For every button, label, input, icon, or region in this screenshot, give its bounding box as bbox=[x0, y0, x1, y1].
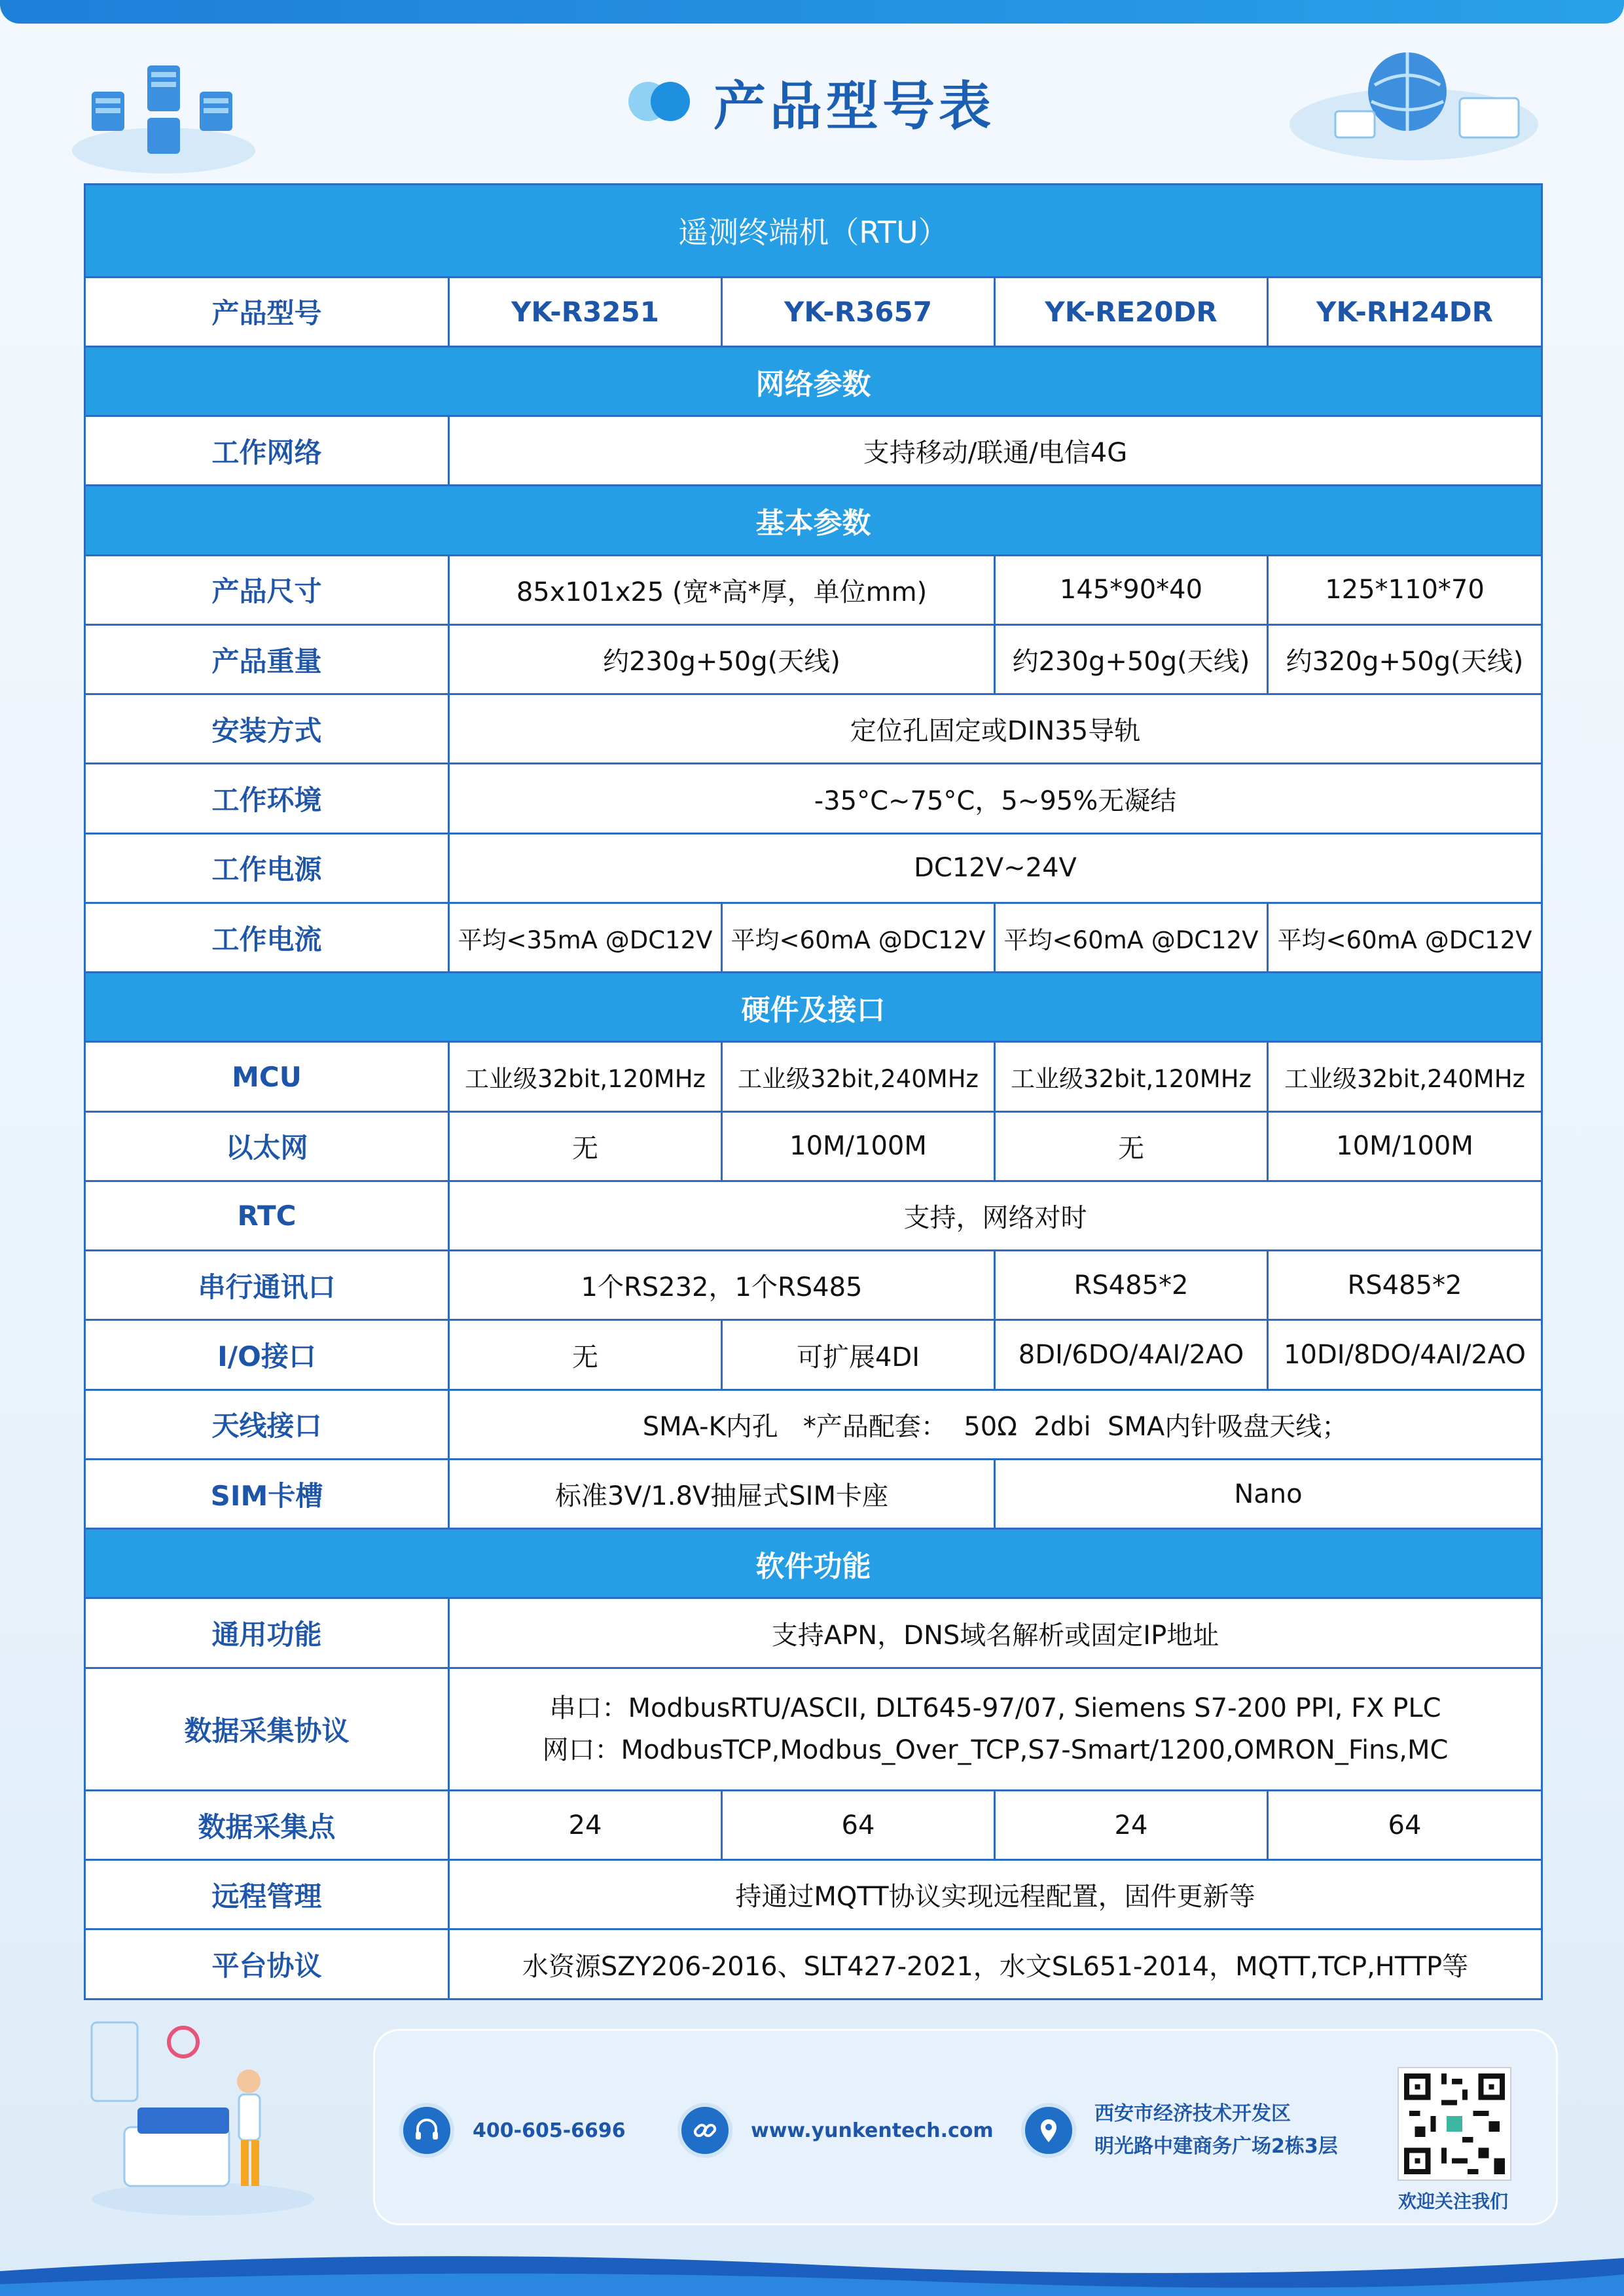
address-line-2: 明光路中建商务广场2栋3层 bbox=[1094, 2135, 1338, 2158]
power-value: DC12V~24V bbox=[449, 833, 1542, 903]
points-value-2: 64 bbox=[722, 1790, 995, 1859]
current-value-4: 平均<60mA @DC12V bbox=[1268, 903, 1542, 972]
section-basic: 基本参数 bbox=[85, 486, 1542, 555]
address-contact bbox=[1021, 2101, 1338, 2160]
weight-value-12: 约230g+50g(天线) bbox=[449, 624, 995, 694]
contact-footer bbox=[373, 2029, 1558, 2225]
size-value-4: 125*110*70 bbox=[1268, 555, 1542, 624]
link-icon bbox=[677, 2103, 732, 2158]
row-label-remote: 远程管理 bbox=[85, 1860, 449, 1929]
row-label-general: 通用功能 bbox=[85, 1598, 449, 1668]
row-label-power: 工作电源 bbox=[85, 833, 449, 903]
address bbox=[1094, 2098, 1338, 2163]
bottom-wave bbox=[0, 2245, 1624, 2296]
io-value-1: 无 bbox=[449, 1320, 722, 1390]
section-hardware: 硬件及接口 bbox=[85, 973, 1542, 1042]
model-label: 产品型号 bbox=[85, 277, 449, 346]
weight-value-4: 约320g+50g(天线) bbox=[1268, 624, 1542, 694]
model-2: YK-R3657 bbox=[722, 277, 995, 346]
row-label-protocol: 数据采集协议 bbox=[85, 1668, 449, 1790]
section-network: 网络参数 bbox=[85, 346, 1542, 416]
protocol-network-line: 网口：ModbusTCP,Modbus_Over_TCP,S7-Smart/1200,OMRON_Fins,MC bbox=[542, 1734, 1449, 1765]
sim-value-12: 标准3V/1.8V抽屉式SIM卡座 bbox=[449, 1459, 995, 1528]
title-circles-icon bbox=[628, 79, 694, 124]
qr-caption: 欢迎关注我们 bbox=[1398, 2191, 1508, 2212]
row-label-environment: 工作环境 bbox=[85, 764, 449, 833]
mcu-value-4: 工业级32bit,240MHz bbox=[1268, 1042, 1542, 1111]
points-value-4: 64 bbox=[1268, 1790, 1542, 1859]
qr-code[interactable] bbox=[1398, 2067, 1511, 2181]
section-software: 软件功能 bbox=[85, 1529, 1542, 1598]
current-value-2: 平均<60mA @DC12V bbox=[722, 903, 995, 972]
io-value-4: 10DI/8DO/4AI/2AO bbox=[1268, 1320, 1542, 1390]
row-label-antenna: 天线接口 bbox=[85, 1390, 449, 1459]
ethernet-value-2: 10M/100M bbox=[722, 1111, 995, 1181]
address-line-1: 西安市经济技术开发区 bbox=[1094, 2102, 1291, 2125]
size-value-12: 85x101x25 (宽*高*厚，单位mm) bbox=[449, 555, 995, 624]
ethernet-value-3: 无 bbox=[995, 1111, 1268, 1181]
current-value-3: 平均<60mA @DC12V bbox=[995, 903, 1268, 972]
sim-value-34: Nano bbox=[995, 1459, 1542, 1528]
row-label-work-network: 工作网络 bbox=[85, 416, 449, 486]
platform-value: 水资源SZY206-2016、SLT427-2021，水文SL651-2014，MQTT,TCP,HTTP等 bbox=[449, 1929, 1542, 2000]
headset-icon bbox=[399, 2103, 454, 2158]
serial-value-4: RS485*2 bbox=[1268, 1251, 1542, 1320]
top-accent-bar bbox=[0, 0, 1624, 24]
antenna-value: SMA-K内孔 *产品配套： 50Ω 2dbi SMA内针吸盘天线； bbox=[449, 1390, 1542, 1459]
row-label-serial: 串行通讯口 bbox=[85, 1251, 449, 1320]
row-label-sim: SIM卡槽 bbox=[85, 1459, 449, 1528]
io-value-2: 可扩展4DI bbox=[722, 1320, 995, 1390]
server-illustration bbox=[65, 52, 262, 177]
model-1: YK-R3251 bbox=[449, 277, 722, 346]
mcu-value-1: 工业级32bit,120MHz bbox=[449, 1042, 722, 1111]
phone-contact[interactable] bbox=[399, 2101, 626, 2160]
row-label-rtc: RTC bbox=[85, 1181, 449, 1250]
points-value-3: 24 bbox=[995, 1790, 1268, 1859]
environment-value: -35°C~75°C，5~95%无凝结 bbox=[449, 764, 1542, 833]
ethernet-value-4: 10M/100M bbox=[1268, 1111, 1542, 1181]
page-title-text: 产品型号表 bbox=[713, 75, 995, 137]
row-label-points: 数据采集点 bbox=[85, 1790, 449, 1859]
weight-value-3: 约230g+50g(天线) bbox=[995, 624, 1268, 694]
size-value-3: 145*90*40 bbox=[995, 555, 1268, 624]
mcu-value-3: 工业级32bit,120MHz bbox=[995, 1042, 1268, 1111]
ethernet-value-1: 无 bbox=[449, 1111, 722, 1181]
website-contact[interactable] bbox=[677, 2101, 994, 2160]
globe-data-illustration bbox=[1283, 39, 1558, 170]
phone-number: 400-605-6696 bbox=[473, 2119, 626, 2142]
remote-value: 持通过MQTT协议实现远程配置，固件更新等 bbox=[449, 1860, 1542, 1929]
row-label-weight: 产品重量 bbox=[85, 624, 449, 694]
row-label-platform: 平台协议 bbox=[85, 1929, 449, 2000]
page-title bbox=[628, 62, 995, 141]
rtc-value: 支持，网络对时 bbox=[449, 1181, 1542, 1250]
serial-value-3: RS485*2 bbox=[995, 1251, 1268, 1320]
people-illustration bbox=[85, 2003, 321, 2219]
website-url: www.yunkentech.com bbox=[751, 2119, 994, 2142]
protocol-value bbox=[449, 1668, 1542, 1790]
spec-table bbox=[84, 183, 1543, 2000]
model-4: YK-RH24DR bbox=[1268, 277, 1542, 346]
row-label-mcu: MCU bbox=[85, 1042, 449, 1111]
serial-value-12: 1个RS232，1个RS485 bbox=[449, 1251, 995, 1320]
io-value-3: 8DI/6DO/4AI/2AO bbox=[995, 1320, 1268, 1390]
points-value-1: 24 bbox=[449, 1790, 722, 1859]
protocol-serial-line: 串口：ModbusRTU/ASCII, DLT645-97/07, Siemens S7-200 PPI, FX PLC bbox=[549, 1693, 1441, 1723]
table-main-title: 遥测终端机（RTU） bbox=[85, 185, 1542, 278]
install-value: 定位孔固定或DIN35导轨 bbox=[449, 694, 1542, 764]
row-label-size: 产品尺寸 bbox=[85, 555, 449, 624]
mcu-value-2: 工业级32bit,240MHz bbox=[722, 1042, 995, 1111]
row-label-install: 安装方式 bbox=[85, 694, 449, 764]
row-label-ethernet: 以太网 bbox=[85, 1111, 449, 1181]
row-label-current: 工作电流 bbox=[85, 903, 449, 972]
row-label-io: I/O接口 bbox=[85, 1320, 449, 1390]
location-pin-icon bbox=[1021, 2103, 1076, 2158]
model-3: YK-RE20DR bbox=[995, 277, 1268, 346]
general-value: 支持APN，DNS域名解析或固定IP地址 bbox=[449, 1598, 1542, 1668]
work-network-value: 支持移动/联通/电信4G bbox=[449, 416, 1542, 486]
current-value-1: 平均<35mA @DC12V bbox=[449, 903, 722, 972]
